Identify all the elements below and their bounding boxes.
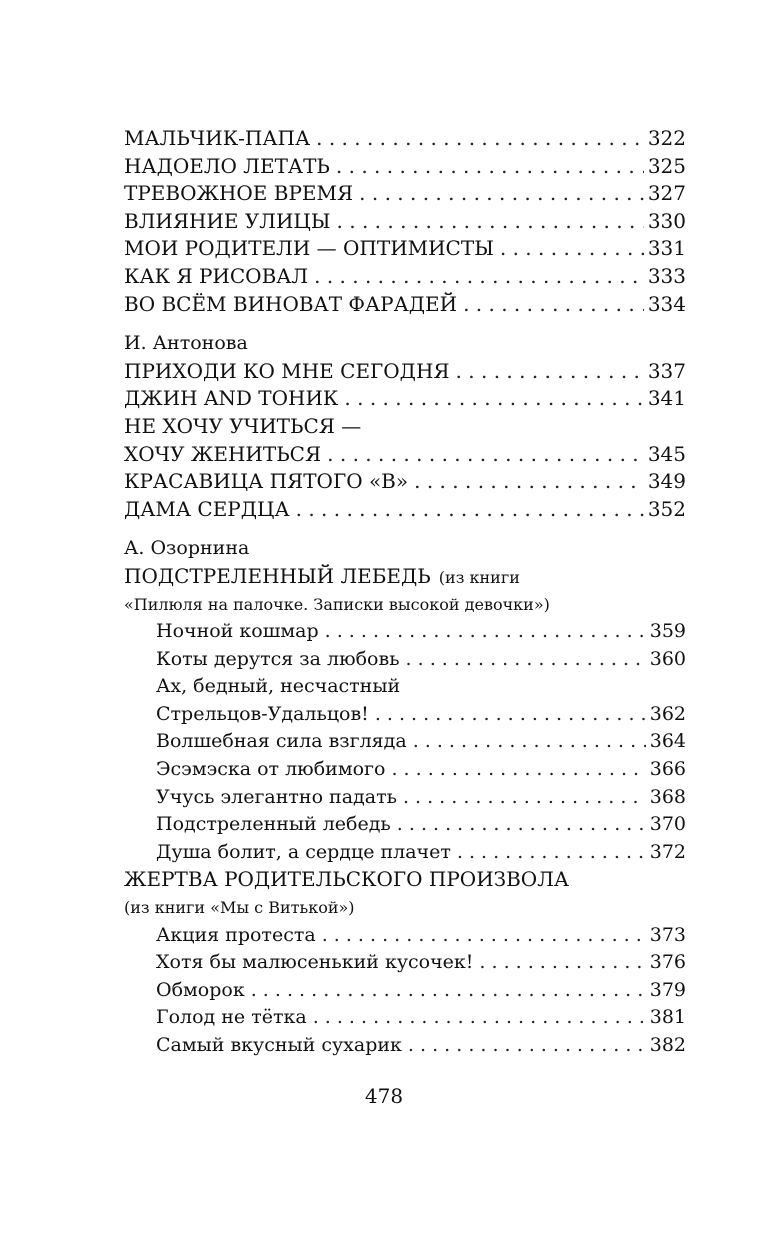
page-number: 478 (364, 1084, 404, 1108)
leader-dots (314, 263, 644, 291)
entry-page: 337 (647, 358, 686, 383)
toc-subentry (124, 701, 686, 729)
book-title: ПОДСТРЕЛЕННЫЙ ЛЕБЕДЬ (124, 563, 431, 588)
entry-page: 330 (647, 208, 686, 233)
entry-title: ДЖИН AND ТОНИК (124, 386, 339, 411)
leader-dots (456, 358, 644, 386)
entry-page: 376 (649, 951, 686, 974)
entry-page: 333 (647, 263, 686, 288)
book-note: (из книги (438, 567, 520, 587)
entry-page: 373 (649, 923, 686, 946)
leader-dots (336, 153, 644, 181)
entry-page: 322 (647, 126, 686, 150)
leader-dots (359, 180, 644, 208)
entry-title: КРАСАВИЦА ПЯТОГО «В» (124, 469, 409, 494)
entry-title-line1: НЕ ХОЧУ УЧИТЬСЯ — (124, 413, 362, 438)
entry-title: Учусь элегантно падать (156, 785, 397, 808)
toc-entry (124, 291, 686, 319)
entry-page: 341 (647, 386, 686, 411)
entry-title: Голод не тётка (156, 1006, 307, 1029)
entry-page: 360 (649, 647, 686, 670)
leader-dots (337, 208, 644, 236)
toc-entry (124, 180, 686, 208)
toc-subentry (124, 922, 686, 950)
entry-title: Стрельцов-Удальцов! (156, 702, 369, 725)
entry-page: 334 (647, 291, 686, 316)
toc-entry (124, 153, 686, 181)
leader-dots (344, 385, 643, 413)
toc-entry (124, 496, 686, 524)
leader-dots (325, 618, 646, 646)
section-gap (124, 318, 686, 330)
entry-page: 366 (649, 758, 686, 781)
toc-subentry (124, 756, 686, 784)
entry-page: 382 (649, 1034, 686, 1056)
toc-entry (124, 441, 686, 469)
leader-dots (463, 291, 644, 319)
entry-title: Самый вкусный сухарик (156, 1034, 402, 1056)
entry-title: МОИ РОДИТЕЛИ — ОПТИМИСТЫ (124, 236, 494, 261)
toc-subentry (124, 1032, 686, 1060)
entry-title: Коты дерутся за любовь (156, 647, 400, 670)
entry-page: 362 (649, 702, 686, 725)
section-gap (124, 523, 686, 535)
toc-entry (124, 468, 686, 496)
entry-title: Эсэмэска от любимого (156, 758, 386, 781)
leader-dots (408, 1032, 646, 1060)
entry-page: 331 (647, 236, 686, 261)
entry-title: ХОЧУ ЖЕНИТЬСЯ (124, 441, 322, 466)
entry-title: ТРЕВОЖНОЕ ВРЕМЯ (124, 181, 354, 206)
leader-dots (479, 949, 645, 977)
toc-subentry (124, 1004, 686, 1032)
entry-page: 349 (647, 469, 686, 494)
author-name: И. Антонова (124, 332, 248, 355)
toc-subentry (124, 839, 686, 867)
entry-title: НАДОЕЛО ЛЕТАТЬ (124, 153, 330, 178)
leader-dots (313, 1004, 646, 1032)
entry-title: КАК Я РИСОВАЛ (124, 263, 309, 288)
book-title: ЖЕРТВА РОДИТЕЛЬСКОГО ПРОИЗВОЛА (124, 867, 570, 892)
entry-page: 359 (649, 620, 686, 643)
toc-subentry (124, 646, 686, 674)
entry-title: Ночной кошмар (156, 620, 319, 643)
leader-dots (322, 922, 646, 950)
toc-subentry-line1 (124, 673, 686, 701)
entry-title: Подстреленный лебедь (156, 813, 391, 836)
leader-dots (327, 441, 644, 469)
toc-entry (124, 208, 686, 236)
entry-page: 352 (647, 496, 686, 521)
entry-title-line1: Ах, бедный, несчастный (156, 675, 401, 698)
entry-page: 379 (649, 978, 686, 1001)
leader-dots (375, 701, 646, 729)
entry-page: 364 (649, 730, 686, 753)
book-note-line2: «Пилюля на палочке. Записки высокой девочки») (124, 594, 550, 614)
entry-title: Акция протеста (156, 923, 316, 946)
book-note: (из книги «Мы с Витькой») (124, 898, 355, 918)
entry-title: Душа болит, а сердце плачет (156, 840, 451, 863)
author-name: А. Озорнина (124, 537, 250, 560)
entry-page: 372 (649, 840, 686, 863)
leader-dots (413, 728, 646, 756)
entry-title: ПРИХОДИ КО МНЕ СЕГОДНЯ (124, 358, 450, 383)
toc-entry (124, 385, 686, 413)
entry-page: 381 (649, 1006, 686, 1029)
toc-subentry (124, 618, 686, 646)
entry-page: 345 (647, 441, 686, 466)
leader-dots (397, 811, 646, 839)
entry-title: Волшебная сила взгляда (156, 730, 407, 753)
leader-dots (251, 977, 646, 1005)
entry-page: 327 (647, 181, 686, 206)
toc-subentry (124, 811, 686, 839)
toc-entry-line1 (124, 413, 686, 441)
entry-title: ДАМА СЕРДЦА (124, 496, 290, 521)
entry-page: 368 (649, 785, 686, 808)
leader-dots (457, 839, 646, 867)
leader-dots (391, 756, 645, 784)
leader-dots (316, 125, 644, 153)
leader-dots (296, 496, 644, 524)
toc-entry (124, 263, 686, 291)
entry-title: Обморок (156, 978, 245, 1001)
leader-dots (500, 235, 644, 263)
entry-page: 370 (649, 813, 686, 836)
toc-subentry (124, 728, 686, 756)
leader-dots (406, 646, 646, 674)
toc-entry (124, 125, 686, 153)
toc-subentry (124, 949, 686, 977)
toc-subentry (124, 784, 686, 812)
book-heading (124, 866, 686, 894)
entry-title: МАЛЬЧИК-ПАПА (124, 126, 311, 150)
toc-subentry (124, 977, 686, 1005)
book-heading (124, 563, 686, 591)
entry-title: Хотя бы малюсенький кусочек! (156, 951, 474, 974)
entry-title: ВО ВСЁМ ВИНОВАТ ФАРАДЕЙ (124, 291, 458, 316)
leader-dots (403, 784, 646, 812)
entry-page: 325 (647, 153, 686, 178)
leader-dots (414, 468, 644, 496)
table-of-contents (124, 125, 686, 1060)
entry-title: ВЛИЯНИЕ УЛИЦЫ (124, 208, 331, 233)
toc-entry (124, 235, 686, 263)
toc-entry (124, 358, 686, 386)
